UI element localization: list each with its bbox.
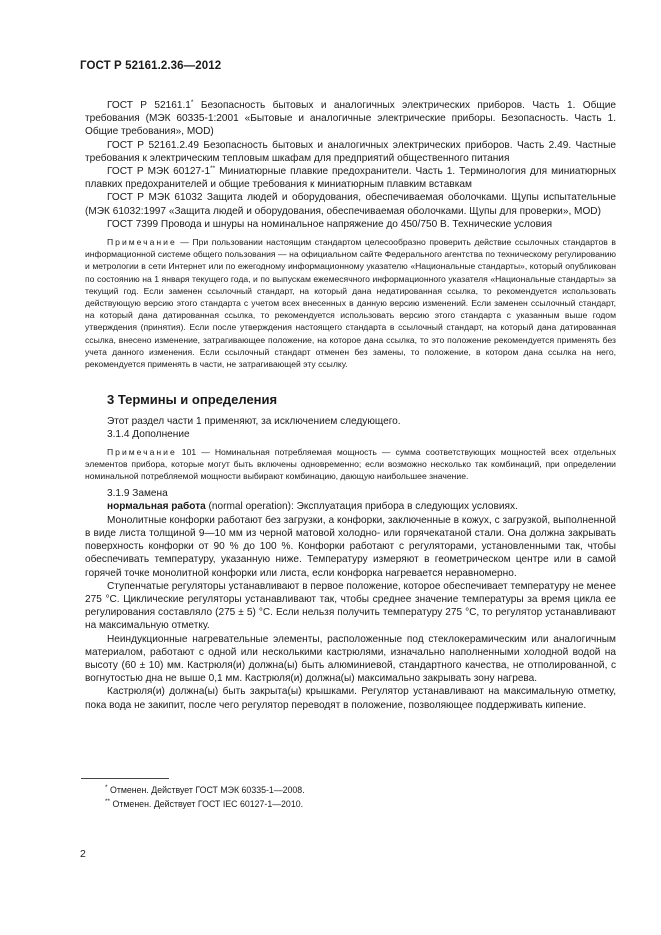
- document-header: ГОСТ Р 52161.2.36—2012: [80, 60, 222, 72]
- ref-gost-52161-2-49: ГОСТ Р 52161.2.49 Безопасность бытовых и аналогичных электрических приборов. Часть 2.49. Частные требования к электрическим тепловым шкафам для предприятий общественного питания: [85, 139, 616, 164]
- footnote-divider: [81, 778, 169, 779]
- term-normal-operation: нормальная работа (normal operation): Эксплуатация прибора в следующих условиях.: [107, 501, 518, 513]
- note-references: Примечание — При пользовании настоящим стандартом целесообразно проверить действие ссылочных стандартов в информационной системе общего пользования — на официальном сайте Федерального агентства по техническому регулированию и метрологии в сети Интернет или по ежегодному информационному указателю «Национальные стандарты», который опубликован по состоянию на 1 января текущего года, и по выпускам ежемесячного информационного указателя «Национальные стандарты» за текущий год. Если заменен ссылочный стандарт, на который дана недатированная ссылка, то рекомендуется использовать действующую версию этого стандарта с учетом всех внесенных в данную версию изменений. Если заменен ссылочный стандарт, на который дана датированная ссылка, то рекомендуется использовать версию этого стандарта с указанным выше годом утверждения (принятия). Если после утверждения настоящего стандарта в ссылочный стандарт, на который дана датированная ссылка, внесено изменение, затрагивающее положение, на которое дана ссылка, то это положение рекомендуется применять без учета данного изменения. Если ссылочный стандарт отменен без замены, то положение, в котором дана ссылка на него, рекомендуется применять в части, не затрагивающей эту ссылку.: [85, 237, 616, 370]
- document-body: [85, 99, 616, 712]
- ref-gost-7399: ГОСТ 7399 Провода и шнуры на номинальное напряжение до 450/750 В. Технические условия: [107, 218, 553, 230]
- ref-gost-52161-1: ГОСТ Р 52161.1* Безопасность бытовых и аналогичных электрических приборов. Часть 1. Общие требования (МЭК 60335-1:2001 «Бытовые и аналогичные электрические приборы. Безопасность. Часть 1. Общие требования», MOD): [85, 99, 616, 138]
- page-number: 2: [80, 848, 86, 860]
- footnote-2: ** Отменен. Действует ГОСТ IEC 60127-1—2010.: [105, 798, 304, 809]
- section-title: 3 Термины и определения: [107, 392, 278, 408]
- para-intro: Этот раздел части 1 применяют, за исключением следующего.: [107, 416, 401, 428]
- para-monolithic: Монолитные конфорки работают без загрузки, а конфорки, заключенные в кожух, с загрузкой, выполненной в виде листа толщиной 9—10 мм из черной матовой холодно- или горячекатаной стали. Она должна закрывать поверхность конфорки от 90 % до 100 %. Конфорки работают с регуляторами, установленными так, чтобы обеспечивать температуру, указанную ниже. Температуру измеряют в геометрическом центре или в самой горячей точке монолитной конфорки или листа, если конфорка нагревается неравномерно.: [85, 514, 616, 579]
- ref-gost-mek-60127-1: ГОСТ Р МЭК 60127-1** Миниатюрные плавкие предохранители. Часть 1. Терминология для миниатюрных плавких предохранителей и общие требования к миниатюрным плавким вставкам: [85, 165, 616, 191]
- note-101: Примечание 101 — Номинальная потребляемая мощность — сумма соответствующих мощностей всех отдельных элементов прибора, которые могут быть включены одновременно; если возможно несколько так комбинаций, при определении номинальной потребляемой мощности выбирают комбинацию, дающую наибольшее значение.: [85, 446, 616, 482]
- ref-gost-mek-61032: ГОСТ Р МЭК 61032 Защита людей и оборудования, обеспечиваемая оболочками. Щупы испытательные (МЭК 61032:1997 «Защита людей и оборудования, обеспечиваемая оболочками. Щупы для проверки», MOD): [85, 192, 616, 217]
- para-regulators: Ступенчатые регуляторы устанавливают в первое положение, которое обеспечивает температуру не менее 275 °С. Циклические регуляторы устанавливают так, чтобы среднее значение температуры за время цикла ее регулирования составляло (275 ± 5) °С. Если нельзя получить температуру 275 °С, то регулятор устанавливают на максимальную отметку.: [85, 580, 616, 632]
- clause-3-1-4: 3.1.4 Дополнение: [107, 429, 190, 441]
- para-elements: Неиндукционные нагревательные элементы, расположенные под стеклокерамическим или аналогичным материалом, работают с одной или несколькими кастрюлями, изначально наполненными холодной водой на высоту (60 ± 10) мм. Кастрюля(и) должна(ы) быть алюминиевой, стандартного качества, не отполированной, с вогнутостью дна не выше 0,1 мм. Кастрюля(и) должна(ы) максимально закрывать зону нагрева.: [85, 633, 616, 685]
- para-lids: Кастрюля(и) должна(ы) быть закрыта(ы) крышками. Регулятор устанавливают на максимальную отметку, пока вода не закипит, после чего регулятор переводят в положение, позволяющее поддерживать кипение.: [85, 686, 616, 711]
- clause-3-1-9: 3.1.9 Замена: [107, 488, 168, 500]
- footnote-1: * Отменен. Действует ГОСТ МЭК 60335-1—2008.: [105, 784, 305, 795]
